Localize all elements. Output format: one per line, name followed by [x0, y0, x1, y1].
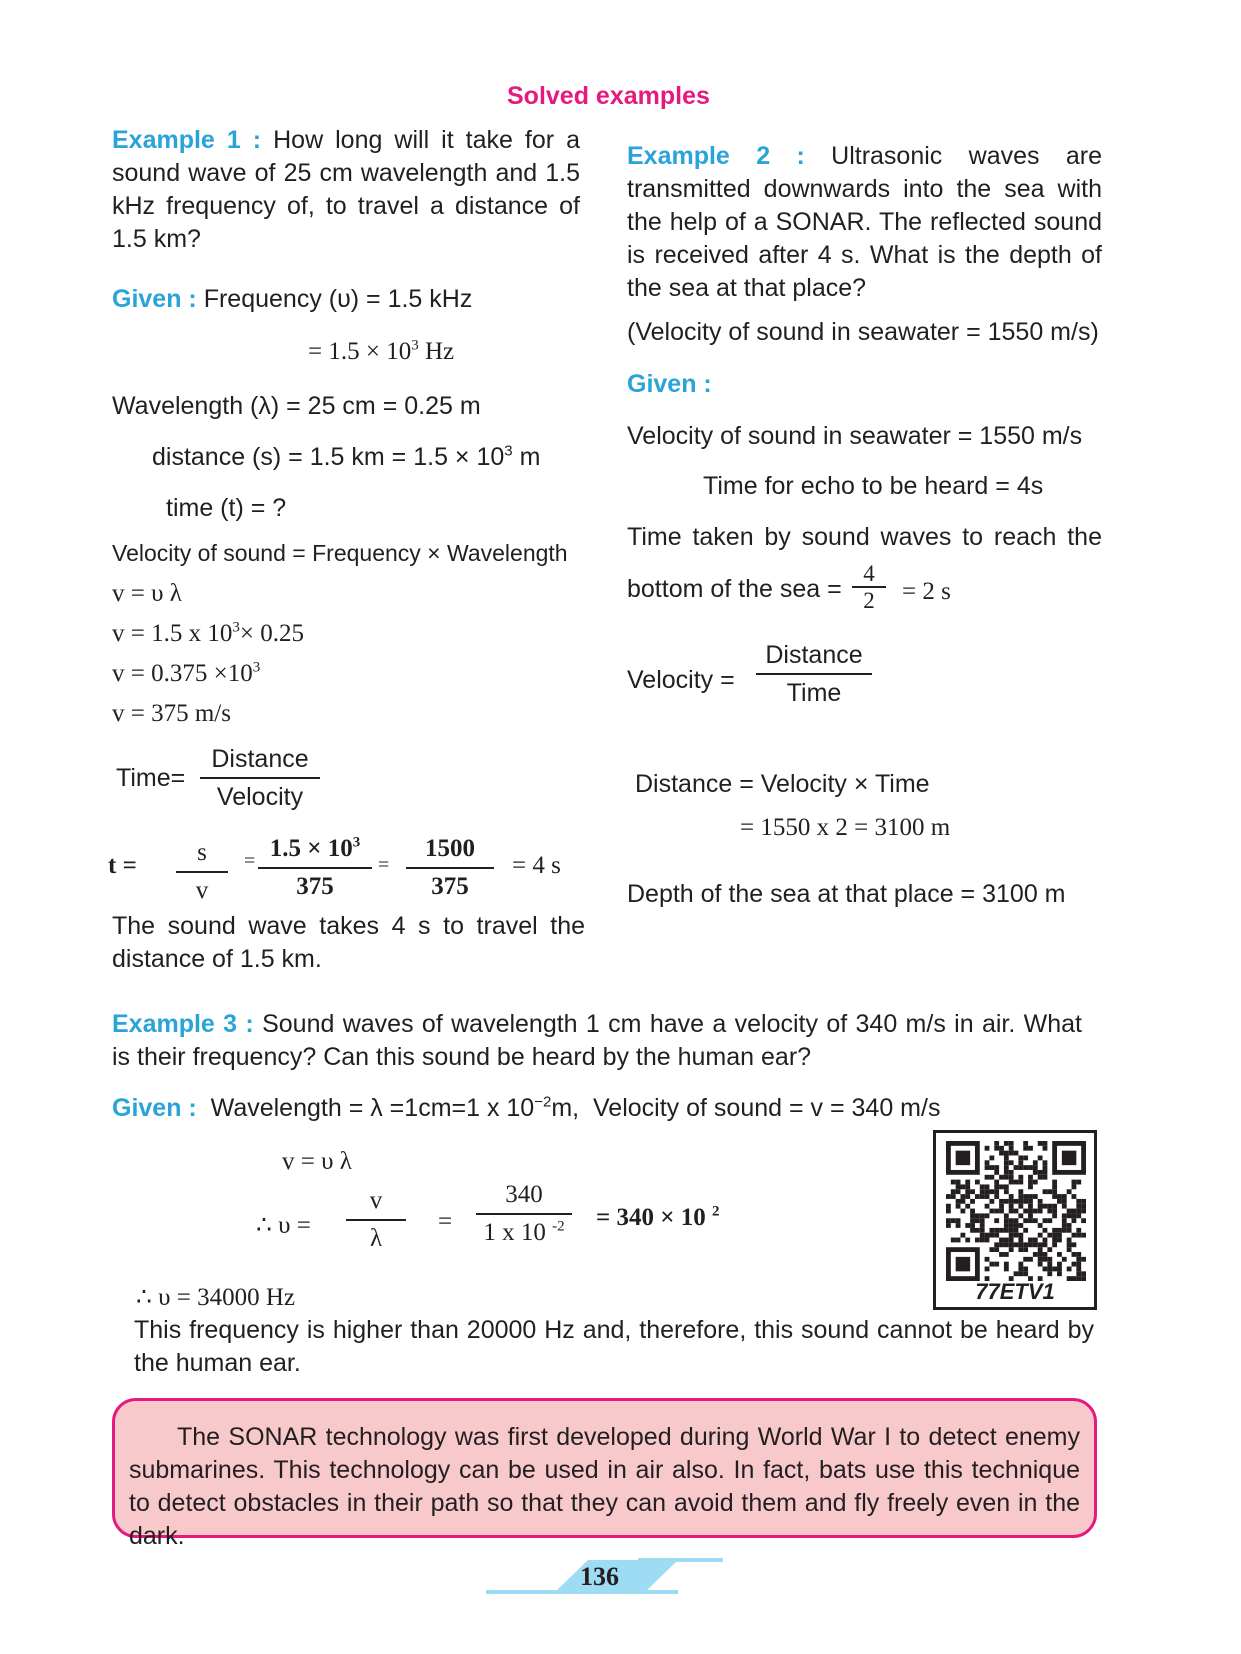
ex1-eq4: v = 375 m/s: [112, 700, 231, 727]
ex3-conclusion: This frequency is higher than 20000 Hz and, therefore, this sound cannot be heard by the human ear.: [134, 1316, 1094, 1377]
ex2-line4: bottom of the sea =: [627, 575, 842, 603]
page-heading: Solved examples: [507, 82, 710, 110]
example-3-text: Sound waves of wavelength 1 cm have a velocity of 340 m/s in air. What is their frequency? Can this sound be heard by the human ear?: [112, 1010, 1083, 1071]
ex1-time-fraction: Distance Velocity: [200, 744, 320, 812]
ex1-time-lhs: Time=: [116, 764, 186, 792]
ex2-fraction: 4 2: [852, 562, 886, 612]
ex2-velocity-lhs: Velocity =: [627, 666, 735, 694]
ex2-line4-result: = 2 s: [902, 578, 951, 605]
ex1-time: time (t) = ?: [166, 494, 287, 522]
example-2-label: Example 2 :: [627, 142, 805, 170]
sonar-note-text: The SONAR technology was first developed during World War I to detect enemy submarines. This technology can be used in air also. In fact, bats use this technique to detect obstacles in their path so that they can avoid them and fly freely even in the dark.: [129, 1423, 1080, 1550]
ex3-eq2-equals: =: [438, 1208, 453, 1235]
ex2-line1: Velocity of sound in seawater = 1550 m/s: [627, 422, 1083, 450]
ex3-eq2-lhs: ∴ υ =: [256, 1212, 311, 1239]
ex1-eq1: v = υ λ: [112, 580, 182, 607]
ex1-frequency: Frequency (υ) = 1.5 kHz: [203, 285, 473, 313]
ex1-eq2: v = 1.5 x $10^3\times 0.25$: [112, 619, 304, 647]
example-1-text: How long will it take for a sound wave of 25 cm wavelength and 1.5 kHz frequency of, to travel a distance of 1.5 km?: [112, 126, 580, 253]
ex2-line2: Time for echo to be heard = 4s: [703, 472, 1044, 500]
example-1-question: [112, 124, 580, 256]
example-1-label: Example 1 :: [112, 126, 262, 154]
ex3-eq1: v = υ λ: [282, 1148, 352, 1175]
example-2-text: Ultrasonic waves are transmitted downwards into the sea with the help of a SONAR. The reflected sound is received after 4 s. What is the depth of the sea at that place?: [627, 142, 1102, 302]
qr-code-icon: [946, 1141, 1086, 1281]
ex1-velocity-rule: Velocity of sound = Frequency × Wavelength: [112, 540, 568, 566]
ex1-t-result: = 4 s: [512, 852, 561, 879]
ex1-frequency-hz: = $1.5 \times 10^3$ Hz: [308, 337, 455, 365]
ex1-given-line: [112, 285, 472, 314]
ex2-velocity-fraction: Distance Time: [756, 640, 872, 708]
ex1-t-lhs: t =: [108, 852, 137, 879]
qr-code-label: 77ETV1: [975, 1279, 1055, 1304]
ex1-t-equals-2: =: [378, 854, 390, 876]
example-3-question: [112, 1008, 1082, 1074]
ex2-distance-calc: = 1550 x 2 = 3100 m: [740, 814, 951, 841]
ex1-t-equals-1: =: [244, 850, 256, 872]
ex2-given-label: Given :: [627, 370, 712, 398]
ex2-distance-rule: Distance = Velocity × Time: [635, 770, 930, 798]
qr-code[interactable]: [933, 1130, 1097, 1310]
ex2-note: (Velocity of sound in seawater = 1550 m/s): [627, 318, 1099, 346]
ex3-given-line: Given : Wavelength = λ =1cm=1 x $10^{-2}m$, Velocity of sound = v = 340 m/s: [112, 1093, 941, 1122]
ex2-line3: Time taken by sound waves to reach the: [627, 523, 1102, 551]
ex3-given-label: Given :: [112, 1094, 197, 1122]
ex3-fraction-1: v λ: [346, 1186, 406, 1254]
ex3-eq3: ∴ υ = 34000 Hz: [136, 1284, 296, 1311]
ex2-answer: Depth of the sea at that place = 3100 m: [627, 880, 1066, 908]
ex3-eq2-result: = 340 × 10 $^2$: [596, 1203, 720, 1231]
ex1-distance: distance (s) = 1.5 km = $1.5 \times 10^3$ m: [152, 442, 541, 471]
example-3-label: Example 3 :: [112, 1010, 254, 1038]
ex1-t-fraction-1: s v: [176, 838, 228, 906]
example-2-question: [627, 140, 1102, 305]
ex1-conclusion: The sound wave takes 4 s to travel the distance of 1.5 km.: [112, 912, 585, 973]
ex1-t-fraction-3: 1500 375: [406, 834, 494, 902]
sonar-note-box: [112, 1398, 1097, 1550]
ex1-given-label: Given :: [112, 285, 197, 313]
ex3-fraction-2: 340 1 x 10 $^{-2}$: [476, 1180, 572, 1248]
ex1-eq3: $v = 0.375 \times 10^3$: [112, 659, 261, 687]
ex1-wavelength: Wavelength (λ) = 25 cm = 0.25 m: [112, 392, 481, 420]
ex1-t-fraction-2: $1.5 \times 10^3$ 375: [258, 834, 372, 902]
page-number: 136: [580, 1562, 619, 1591]
